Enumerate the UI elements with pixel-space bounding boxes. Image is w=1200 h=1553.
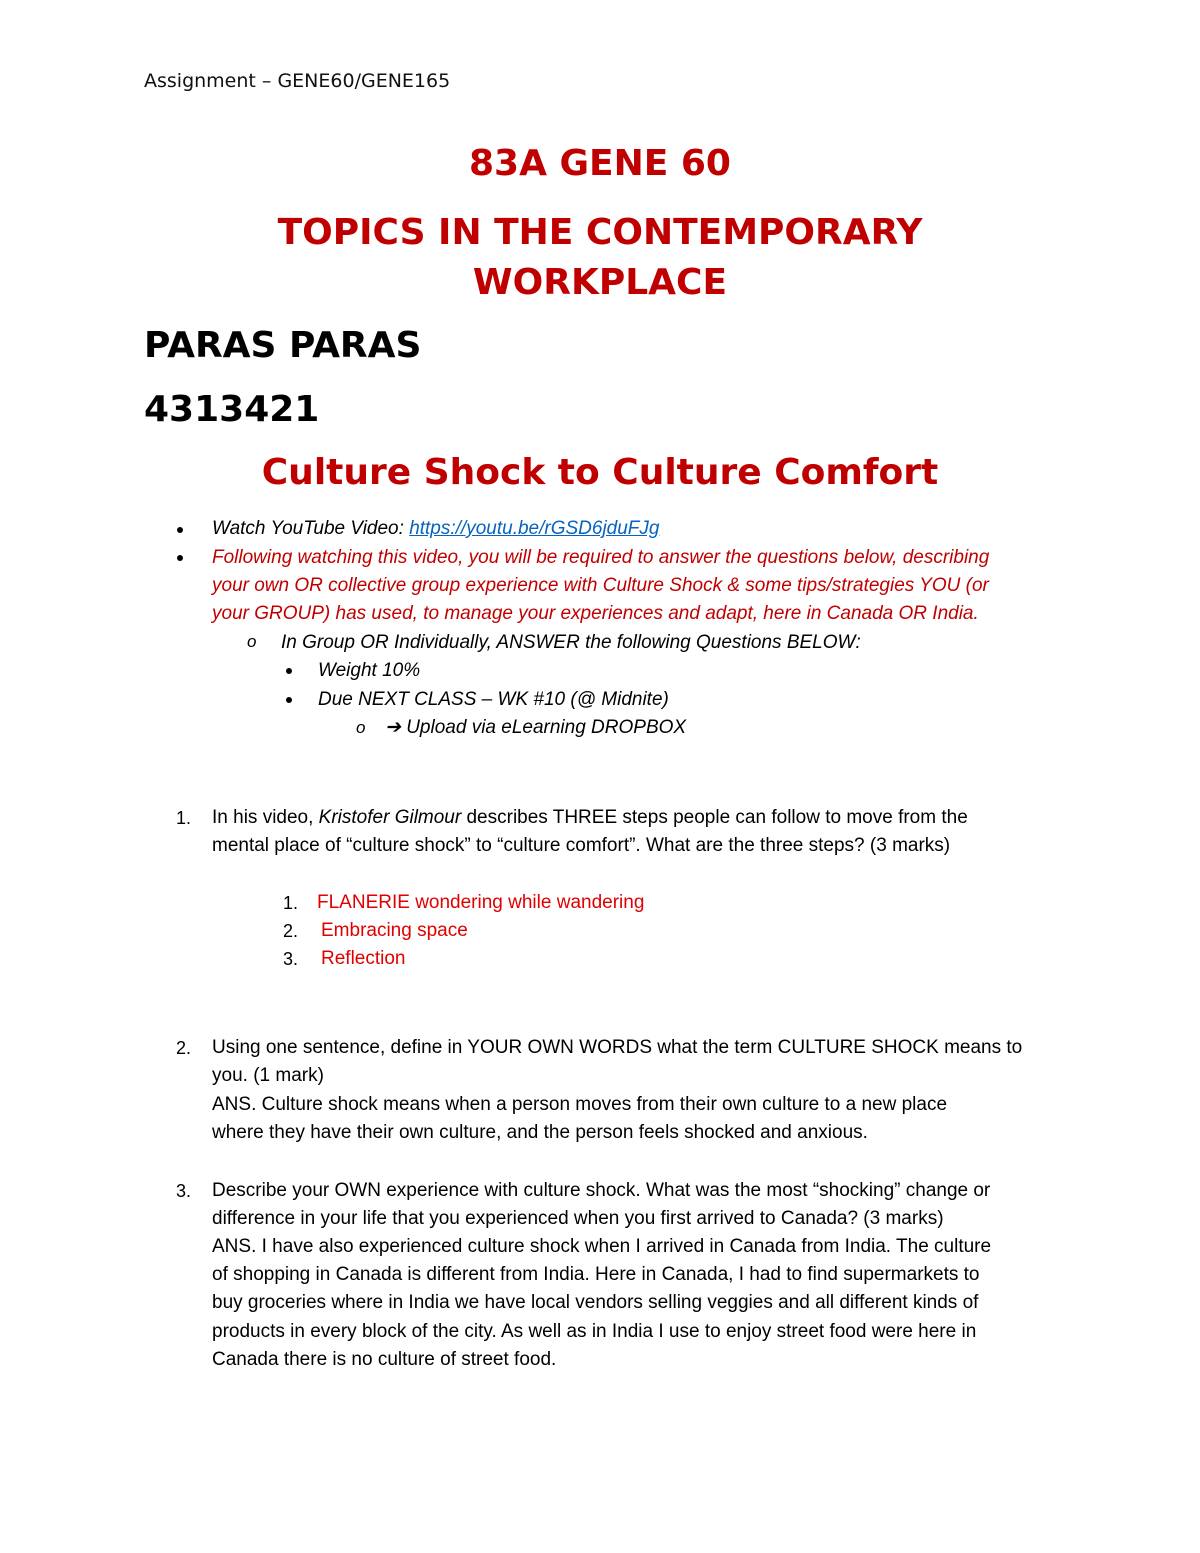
youtube-link[interactable]: https://youtu.be/rGSD6jduFJg [409, 518, 660, 539]
question-1-text-c: describes THREE steps people can follow to move from the [461, 807, 968, 828]
question-number: 2. [176, 1038, 192, 1058]
bullet-icon [286, 668, 292, 674]
answer-item: Reflection [321, 948, 406, 969]
instruction-line: your GROUP) has used, to manage your experiences and adapt, here in Canada OR India. [212, 603, 979, 624]
student-name: PARAS PARAS [144, 325, 422, 366]
student-id: 4313421 [144, 389, 320, 430]
answer-line: ANS. I have also experienced culture shock when I arrived in Canada from India. The culture [212, 1236, 992, 1257]
answer-line: of shopping in Canada is different from India. Here in Canada, I had to find supermarkets to [212, 1264, 980, 1285]
video-instruction-label: Watch YouTube Video: [212, 518, 410, 539]
answer-line: where they have their own culture, and the person feels shocked and anxious. [212, 1122, 868, 1143]
document-title: Culture Shock to Culture Comfort [261, 452, 939, 493]
bullet-icon [286, 697, 292, 703]
bullet-icon [177, 527, 183, 533]
answer-line: Canada there is no culture of street food. [212, 1349, 557, 1370]
answer-item: FLANERIE wondering while wandering [317, 892, 645, 913]
sub-bullet-icon: o [247, 632, 257, 651]
course-title-line-2: WORKPLACE [472, 262, 728, 303]
question-1-line-2: mental place of “culture shock” to “culture comfort”. What are the three steps? (3 marks) [212, 835, 951, 856]
question-3-line: Describe your OWN experience with culture shock. What was the most “shocking” change or [212, 1180, 991, 1201]
video-instruction [212, 515, 659, 543]
due-text: Due NEXT CLASS – WK #10 (@ Midnite) [318, 689, 669, 710]
question-2-line: you. (1 mark) [212, 1065, 324, 1086]
sub-bullet-icon: o [356, 718, 366, 737]
weight-text: Weight 10% [318, 660, 421, 681]
answer-number: 2. [283, 921, 299, 941]
question-3-line: difference in your life that you experienced when you first arrived to Canada? (3 marks) [212, 1208, 944, 1229]
course-title [0, 208, 1200, 308]
instruction-line: Following watching this video, you will be required to answer the questions below, describing [212, 547, 990, 568]
answer-line: products in every block of the city. As well as in India I use to enjoy street food were here in [212, 1321, 977, 1342]
page-header: Assignment – GENE60/GENE165 [144, 70, 451, 92]
question-1-line-1 [212, 804, 968, 832]
answer-line: ANS. Culture shock means when a person moves from their own culture to a new place [212, 1094, 948, 1115]
question-number: 1. [176, 808, 192, 828]
bullet-icon [177, 555, 183, 561]
answer-number: 3. [283, 949, 299, 969]
question-1-text-a: In his video, [212, 807, 319, 828]
speaker-name: Kristofer Gilmour [318, 807, 462, 828]
instruction-line: your own OR collective group experience with Culture Shock & some tips/strategies YOU (or [212, 575, 989, 596]
answer-number: 1. [283, 893, 299, 913]
answer-line: buy groceries where in India we have local vendors selling veggies and all different kinds of [212, 1292, 979, 1313]
course-title-line-1: TOPICS IN THE CONTEMPORARY [277, 212, 923, 253]
question-number: 3. [176, 1181, 192, 1201]
question-2-line: Using one sentence, define in YOUR OWN WORDS what the term CULTURE SHOCK means to [212, 1037, 1023, 1058]
answer-item: Embracing space [321, 920, 468, 941]
sub-instruction: In Group OR Individually, ANSWER the following Questions BELOW: [281, 632, 861, 653]
course-code: 83A GENE 60 [469, 143, 731, 184]
upload-text: ➔ Upload via eLearning DROPBOX [385, 717, 687, 738]
